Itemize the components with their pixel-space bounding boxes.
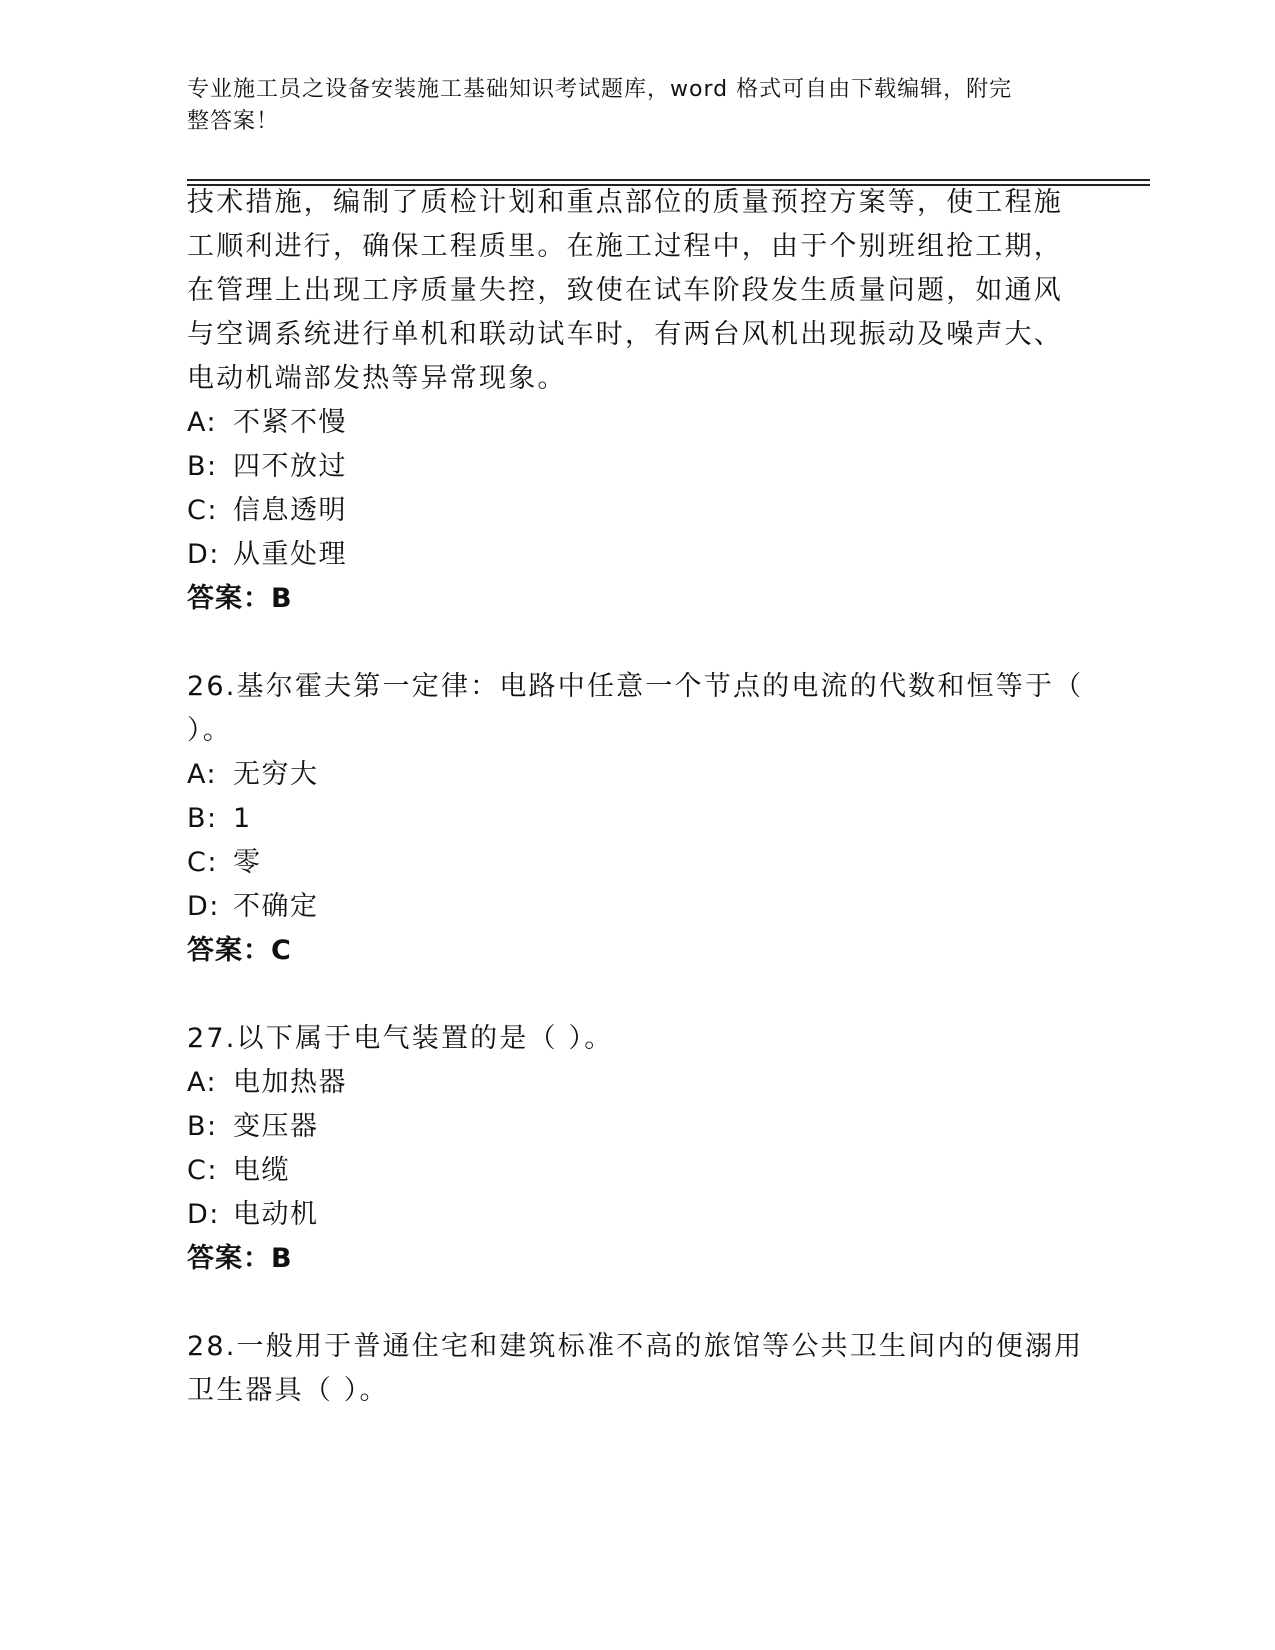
question-25-option-d [187,539,347,571]
option-text: 变压器 [233,1111,319,1142]
question-25-text-line-4: 与空调系统进行单机和联动试车时，有两台风机出现振动及噪声大、 [187,319,1063,350]
header-divider-top [187,179,1150,181]
option-text: 不紧不慢 [233,407,347,438]
question-26-option-c [187,847,262,879]
option-label: D: [187,539,220,570]
header-title-line-2: 整答案！ [187,109,280,134]
question-26-option-a [187,759,319,791]
option-text: 不确定 [233,891,319,922]
option-text: 电加热器 [233,1067,347,1098]
question-26-option-b [187,803,252,835]
document-header [187,74,1067,138]
option-label: A: [187,407,218,438]
question-25-text-line-2: 工顺利进行，确保工程质里。在施工过程中，由于个别班组抢工期， [187,231,1063,262]
question-28-text-line-2: 卫生器具（ ）。 [187,1375,389,1406]
question-28-text-line-1: 28.一般用于普通住宅和建筑标准不高的旅馆等公共卫生间内的便溺用 [187,1331,1084,1362]
question-26-text-line-1: 26.基尔霍夫第一定律：电路中任意一个节点的电流的代数和恒等于（ [187,671,1084,702]
question-25-option-a [187,407,347,439]
header-title-line-1: 专业施工员之设备安装施工基础知识考试题库，word 格式可自由下载编辑，附完 [187,77,1013,102]
option-text: 电缆 [233,1155,290,1186]
option-text: 无穷大 [233,759,319,790]
option-label: C: [187,847,218,878]
option-text: 信息透明 [233,495,347,526]
question-27-option-a [187,1067,347,1099]
option-label: C: [187,495,218,526]
question-25-option-b [187,451,347,483]
question-25-text-line-1: 技术措施，编制了质检计划和重点部位的质量预控方案等，使工程施 [187,187,1063,218]
option-label: A: [187,1067,218,1098]
option-text: 四不放过 [233,451,347,482]
question-27-text-line-1: 27.以下属于电气装置的是（ ）。 [187,1023,614,1054]
option-text: 从重处理 [233,539,347,570]
question-26-option-d [187,891,319,923]
option-label: B: [187,1111,218,1142]
option-text: 零 [233,847,262,878]
option-label: A: [187,759,218,790]
question-25-answer: 答案：B [187,583,293,614]
option-label: D: [187,891,220,922]
question-27-option-c [187,1155,290,1187]
question-26-answer: 答案：C [187,935,292,966]
option-label: C: [187,1155,218,1186]
question-25-text-line-5: 电动机端部发热等异常现象。 [187,363,567,394]
option-label: B: [187,451,218,482]
header-divider-bottom [187,184,1150,186]
question-27-option-b [187,1111,319,1143]
question-25-text-line-3: 在管理上出现工序质量失控，致使在试车阶段发生质量问题，如通风 [187,275,1063,306]
option-text: 电动机 [233,1199,319,1230]
question-26-text-line-2: ）。 [187,715,232,746]
question-27-option-d [187,1199,319,1231]
option-text: 1 [233,803,252,834]
question-25-option-c [187,495,347,527]
option-label: B: [187,803,218,834]
question-27-answer: 答案：B [187,1243,293,1274]
option-label: D: [187,1199,220,1230]
